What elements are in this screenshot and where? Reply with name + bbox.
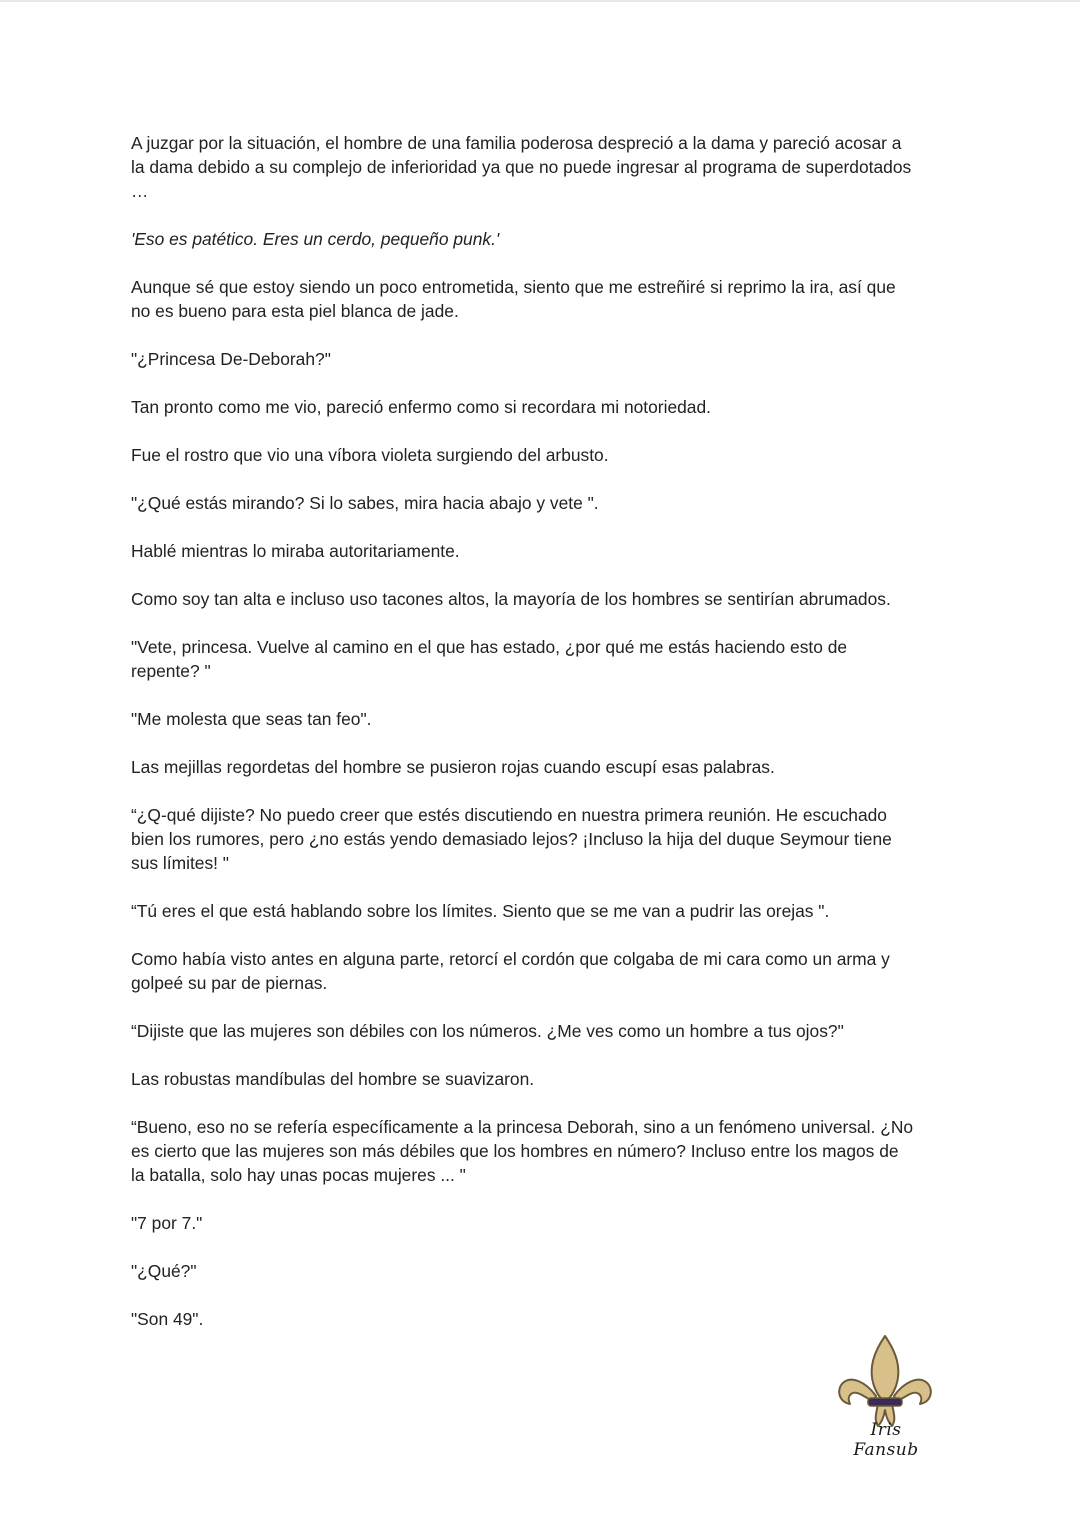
paragraph: “Tú eres el que está hablando sobre los límites. Siento que se me van a pudrir las orejas ". bbox=[131, 901, 830, 921]
paragraph: "¿Princesa De-Deborah?" bbox=[131, 349, 331, 369]
paragraph: Como soy tan alta e incluso uso tacones altos, la mayoría de los hombres se sentirían abrumados. bbox=[131, 589, 891, 609]
paragraph: “Dijiste que las mujeres son débiles con los números. ¿Me ves como un hombre a tus ojos?" bbox=[131, 1021, 844, 1041]
paragraph: "Me molesta que seas tan feo". bbox=[131, 709, 372, 729]
paragraph: Hablé mientras lo miraba autoritariamente. bbox=[131, 541, 460, 561]
paragraph: "7 por 7." bbox=[131, 1213, 203, 1233]
paragraph: Fue el rostro que vio una víbora violeta surgiendo del arbusto. bbox=[131, 445, 609, 465]
paragraph: “Bueno, eso no se refería específicamente a la princesa Deborah, sino a un fenómeno universal. ¿No es cierto que las mujeres son más débiles que los hombres en número? Incluso entre los magos de la batalla, solo hay unas pocas mujeres ... " bbox=[131, 1117, 914, 1185]
paragraph: "Son 49". bbox=[131, 1309, 204, 1329]
paragraph: Aunque sé que estoy siendo un poco entrometida, siento que me estreñiré si reprimo la ira, así que no es bueno para esta piel blanca de jade. bbox=[131, 277, 896, 321]
paragraph: "Vete, princesa. Vuelve al camino en el que has estado, ¿por qué me estás haciendo esto de repente? " bbox=[131, 637, 848, 681]
paragraph: Tan pronto como me vio, pareció enfermo como si recordara mi notoriedad. bbox=[131, 397, 711, 417]
paragraph: "¿Qué estás mirando? Si lo sabes, mira hacia abajo y vete ". bbox=[131, 493, 599, 513]
paragraph: Las robustas mandíbulas del hombre se suavizaron. bbox=[131, 1069, 535, 1089]
paragraph: "¿Qué?" bbox=[131, 1261, 197, 1281]
paragraph: 'Eso es patético. Eres un cerdo, pequeño punk.' bbox=[131, 229, 500, 249]
document-page bbox=[131, 131, 961, 1355]
paragraph: A juzgar por la situación, el hombre de una familia poderosa despreció a la dama y pareció acosar a la dama debido a su complejo de inferioridad ya que no puede ingresar al programa de superdotados … bbox=[131, 133, 912, 201]
paragraph: Las mejillas regordetas del hombre se pusieron rojas cuando escupí esas palabras. bbox=[131, 757, 775, 777]
paragraph: Como había visto antes en alguna parte, retorcí el cordón que colgaba de mi cara como un arma y golpeé su par de piernas. bbox=[131, 949, 890, 993]
watermark-label: Iris Fansub bbox=[853, 1420, 919, 1460]
page-top-edge bbox=[0, 0, 1080, 2]
paragraph: “¿Q-qué dijiste? No puedo creer que estés discutiendo en nuestra primera reunión. He escuchado bien los rumores, pero ¿no estás yendo demasiado lejos? ¡Incluso la hija del duque Seymour tiene sus límites! " bbox=[131, 805, 892, 873]
